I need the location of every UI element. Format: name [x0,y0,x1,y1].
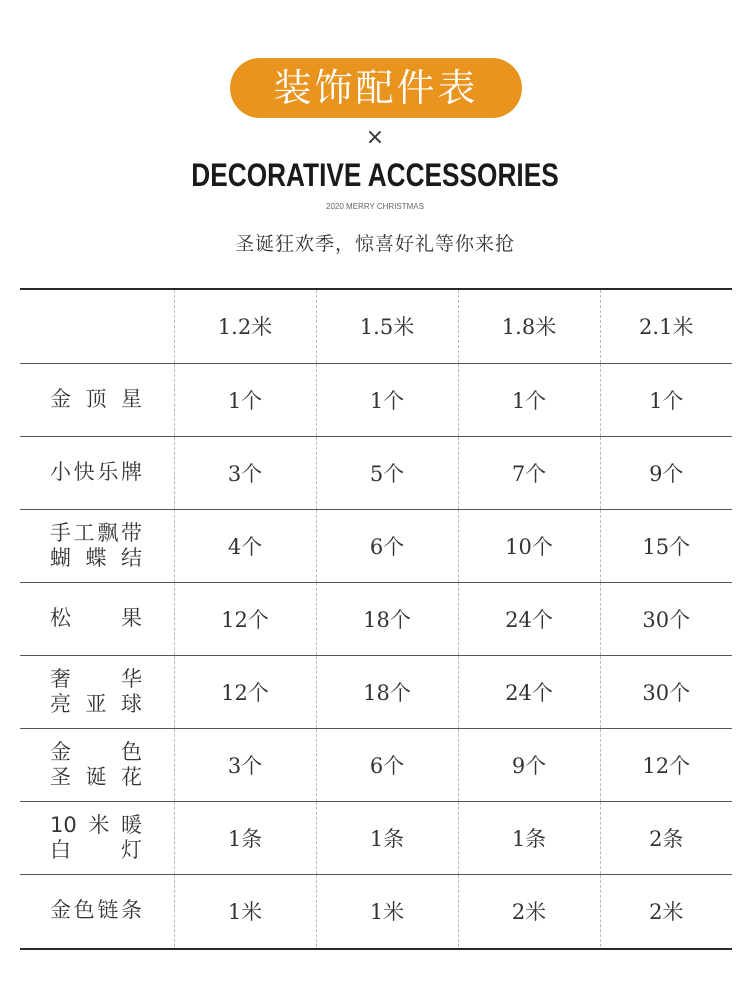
header-cell-size: 2.1米 [600,290,732,363]
english-title: DECORATIVE ACCESSORIES [191,157,559,193]
row-label [20,655,174,728]
row-label-line: 蝴蝶结 [50,545,142,570]
row-label [20,436,174,509]
row-value: 1条 [316,801,458,874]
row-value: 1米 [316,874,458,947]
row-value: 2条 [600,801,732,874]
header-cell-size: 1.2米 [174,290,316,363]
row-value: 1个 [600,363,732,436]
row-label-line: 金色 [50,739,142,764]
table-row [20,436,732,509]
row-value: 12个 [600,728,732,801]
row-value: 12个 [174,655,316,728]
row-label [20,874,174,947]
row-value: 15个 [600,509,732,582]
row-label-line: 圣诞花 [50,764,142,789]
row-value: 3个 [174,436,316,509]
row-value: 1个 [316,363,458,436]
table-row [20,874,732,947]
row-value: 2米 [458,874,600,947]
header-cell-size: 1.8米 [458,290,600,363]
table-row [20,728,732,801]
row-label-line: 小快乐牌 [50,460,142,484]
row-label-line: 奢华 [50,666,142,691]
row-value: 1条 [458,801,600,874]
row-label [20,582,174,655]
row-value: 18个 [316,655,458,728]
table-row [20,801,732,874]
row-value: 4个 [174,509,316,582]
row-value: 6个 [316,728,458,801]
table-row [20,655,732,728]
title-badge [230,58,522,118]
slogan: 圣诞狂欢季，惊喜好礼等你来抢 [234,233,515,255]
row-label-line: 白灯 [50,837,142,862]
row-value: 1个 [174,363,316,436]
row-value: 9个 [600,436,732,509]
row-label-line: 金色链条 [50,898,142,923]
row-label [20,801,174,874]
tagline: 2020 MERRY CHRISTMAS [326,202,424,211]
row-value: 18个 [316,582,458,655]
table-row [20,509,732,582]
table-row [20,363,732,436]
row-value: 10个 [458,509,600,582]
row-value: 12个 [174,582,316,655]
row-label [20,728,174,801]
row-value: 1个 [458,363,600,436]
header-cell-empty [20,290,174,363]
row-label-line: 亮亚球 [50,691,142,716]
row-value: 9个 [458,728,600,801]
page-title: 装饰配件表 [273,66,479,110]
table-header-row [20,290,732,363]
row-value: 1米 [174,874,316,947]
row-value: 2米 [600,874,732,947]
row-label [20,509,174,582]
times-mark: × [365,125,385,150]
row-value: 6个 [316,509,458,582]
row-label-line: 10米暖 [50,812,142,837]
accessories-table [20,288,732,950]
row-value: 3个 [174,728,316,801]
row-value: 5个 [316,436,458,509]
row-value: 30个 [600,582,732,655]
row-value: 30个 [600,655,732,728]
table-row [20,582,732,655]
header-cell-size: 1.5米 [316,290,458,363]
row-label-line: 手工飘带 [50,520,142,545]
row-label-line: 金顶星 [50,387,142,411]
row-value: 7个 [458,436,600,509]
row-value: 1条 [174,801,316,874]
row-label-line: 松果 [50,606,142,630]
row-value: 24个 [458,655,600,728]
row-value: 24个 [458,582,600,655]
row-label [20,363,174,436]
